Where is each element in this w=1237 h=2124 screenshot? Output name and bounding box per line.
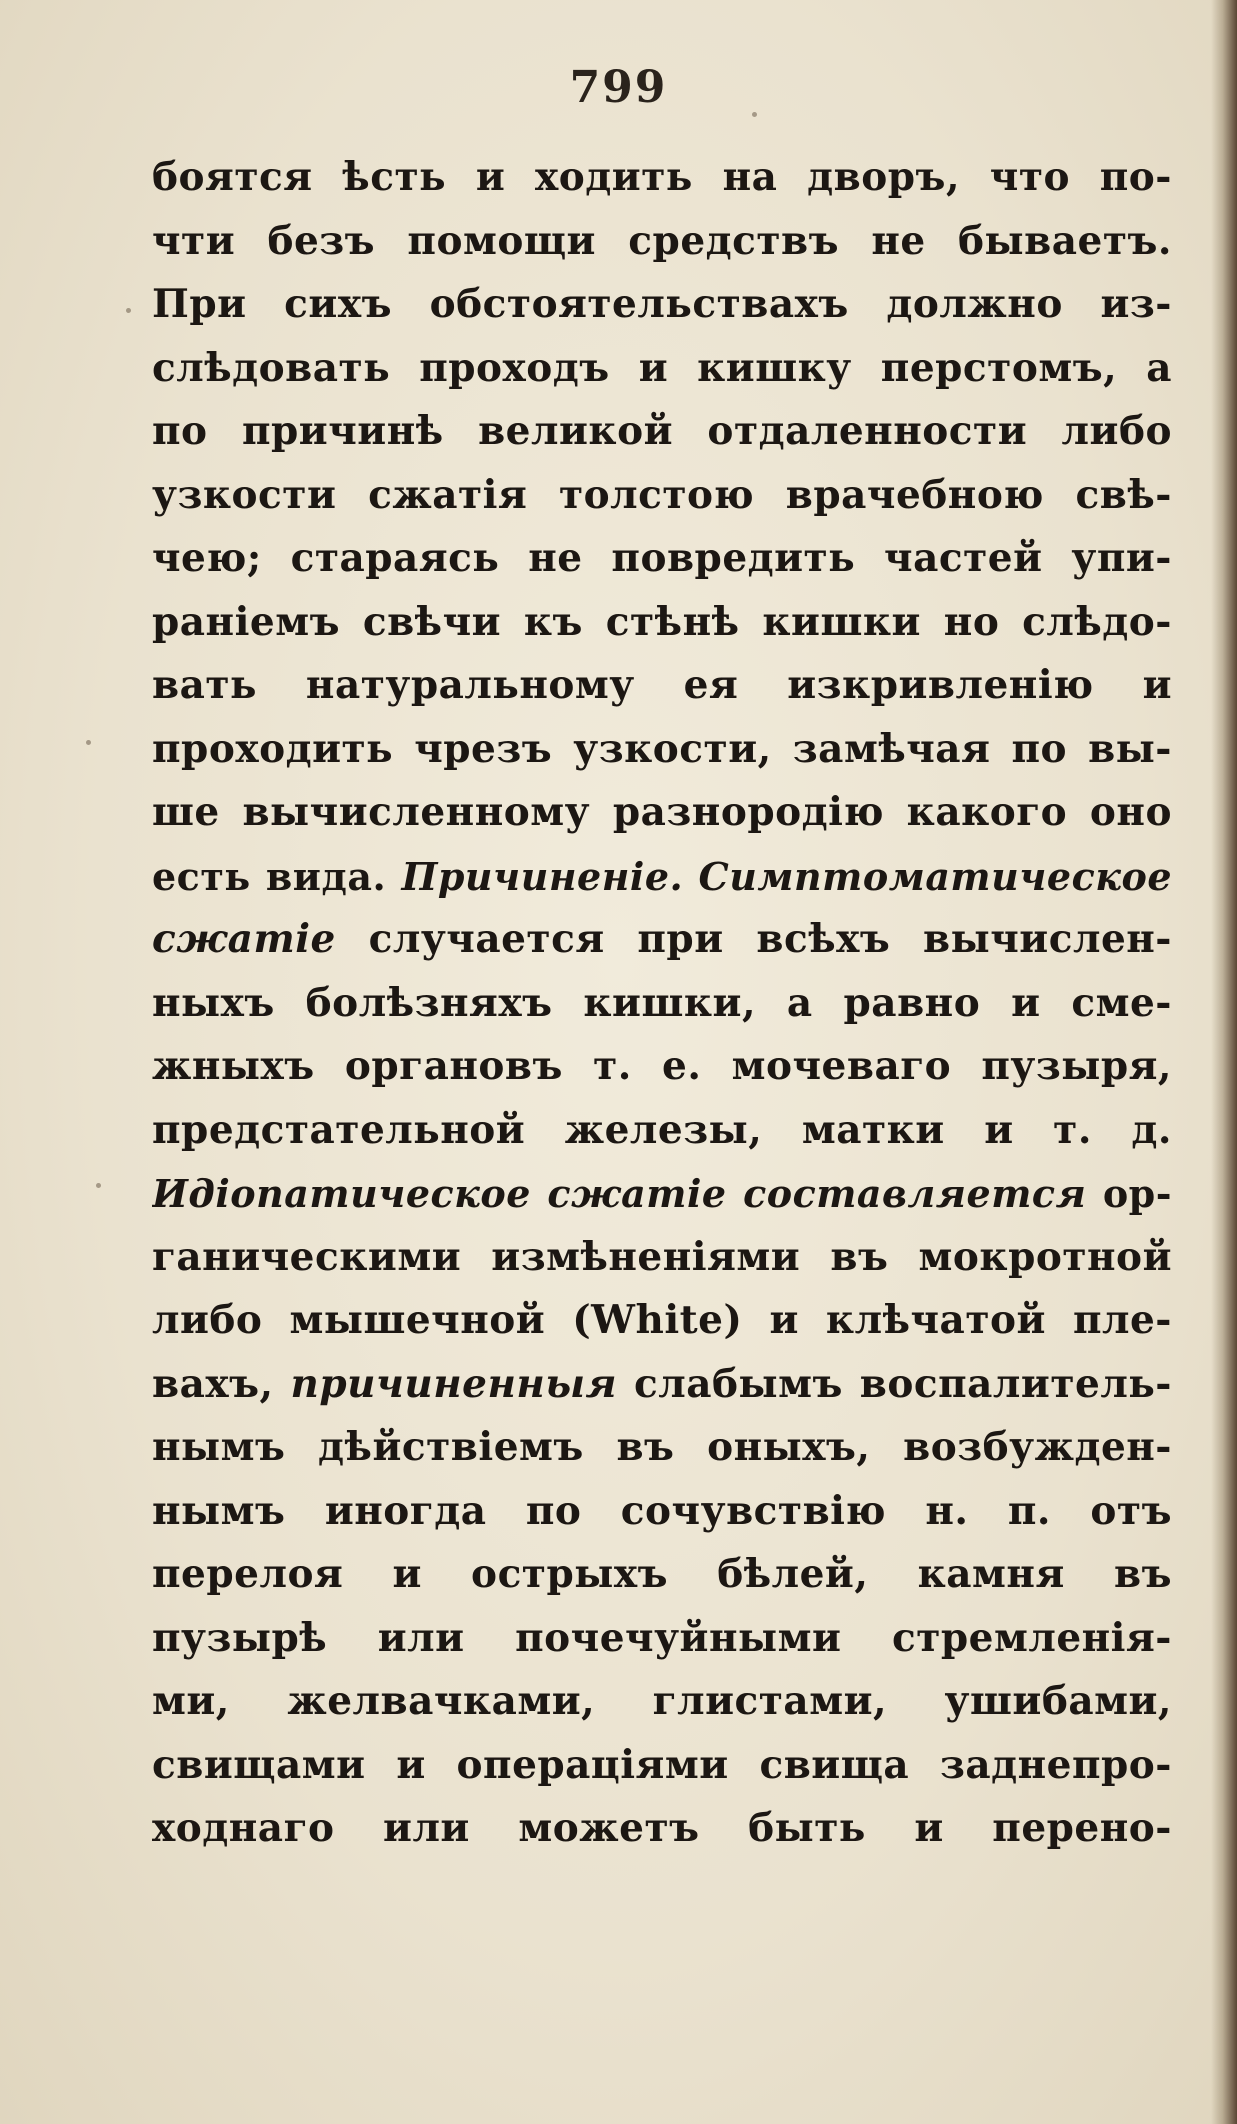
- text-segment: либо мышечной (White) и клѣчатой пле-: [152, 1297, 1172, 1343]
- text-line: [152, 1734, 1172, 1798]
- text-segment: раніемъ свѣчи къ стѣнѣ кишки но слѣдо-: [152, 598, 1172, 645]
- text-segment: слѣдовать проходъ и кишку перстомъ, а: [152, 344, 1172, 391]
- text-segment: по причинѣ великой отдаленности либо: [152, 408, 1172, 454]
- text-line: [152, 273, 1172, 337]
- text-line: [152, 1035, 1172, 1099]
- text-segment: предстательной железы, матки и т. д.: [152, 1106, 1172, 1153]
- text-segment: ор-: [1086, 1171, 1172, 1216]
- body-text: [152, 146, 1172, 1861]
- text-segment: проходить чрезъ узкости, замѣчая по вы-: [152, 725, 1172, 772]
- page-number: 799: [569, 62, 668, 113]
- text-segment: пузырѣ или почечуйными стремленія-: [152, 1614, 1172, 1661]
- text-line: [152, 654, 1172, 718]
- text-segment: есть вида.: [152, 853, 402, 899]
- text-line: [152, 210, 1172, 274]
- text-segment: ми, желвачками, глистами, ушибами,: [152, 1678, 1172, 1724]
- text-segment: ходнаго или можетъ быть и перено-: [152, 1805, 1172, 1851]
- text-line: [152, 591, 1172, 655]
- text-line: [152, 400, 1172, 464]
- text-line: [152, 337, 1172, 401]
- print-speck: [752, 112, 757, 117]
- text-segment: ганическими измѣненіями въ мокротной: [152, 1233, 1172, 1280]
- page-edge-shadow: [1211, 0, 1237, 2124]
- text-line: [152, 1670, 1172, 1734]
- text-segment: жныхъ органовъ т. е. мочеваго пузыря,: [152, 1043, 1172, 1089]
- text-line: [152, 1226, 1172, 1290]
- text-segment: чти безъ помощи средствъ не бываетъ.: [152, 217, 1172, 264]
- text-segment: вахъ,: [152, 1360, 291, 1407]
- text-segment: слабымъ воспалитель-: [617, 1360, 1172, 1407]
- italic-segment: Идіопатическое сжатіе составляется: [152, 1171, 1087, 1216]
- print-speck: [86, 740, 91, 745]
- text-line: [152, 1353, 1172, 1417]
- text-line: [152, 464, 1172, 528]
- text-segment: вать натуральному ея изкривленію и: [152, 662, 1172, 708]
- text-line: [152, 146, 1172, 210]
- text-segment: перелоя и острыхъ бѣлей, камня въ: [152, 1551, 1172, 1597]
- text-line: [152, 1543, 1172, 1607]
- text-line: [152, 1797, 1172, 1861]
- text-line: [152, 527, 1172, 591]
- text-segment: ныхъ болѣзняхъ кишки, а равно и сме-: [152, 979, 1172, 1026]
- text-segment: нымъ дѣйствіемъ въ оныхъ, возбужден-: [152, 1424, 1172, 1470]
- text-line: [152, 781, 1172, 845]
- text-line: [152, 1480, 1172, 1544]
- text-line: [152, 845, 1172, 909]
- print-speck: [96, 1183, 101, 1188]
- text-segment: При сихъ обстоятельствахъ должно из-: [152, 281, 1172, 327]
- text-line: [152, 718, 1172, 782]
- print-speck: [126, 308, 131, 313]
- text-segment: узкости сжатія толстою врачебною свѣ-: [152, 471, 1172, 518]
- text-line: [152, 1607, 1172, 1671]
- text-line: [152, 972, 1172, 1036]
- text-segment: нымъ иногда по сочувствію н. п. отъ: [152, 1487, 1172, 1534]
- text-line: [152, 1416, 1172, 1480]
- text-segment: ше вычисленному разнородію какого оно: [152, 789, 1172, 835]
- text-line: [152, 1162, 1172, 1226]
- italic-segment: причиненныя: [290, 1360, 618, 1407]
- text-line: [152, 1289, 1172, 1353]
- text-line: [152, 908, 1172, 972]
- italic-segment: Причиненіе. Симптоматическое: [401, 853, 1172, 899]
- text-segment: боятся ѣсть и ходить на дворъ, что по-: [152, 154, 1172, 200]
- italic-segment: сжатіе: [152, 916, 336, 962]
- text-line: [152, 1099, 1172, 1163]
- text-segment: свищами и операціями свища заднепро-: [152, 1741, 1172, 1788]
- text-segment: случается при всѣхъ вычислен-: [335, 916, 1172, 962]
- text-segment: чею; стараясь не повредить частей упи-: [152, 535, 1172, 581]
